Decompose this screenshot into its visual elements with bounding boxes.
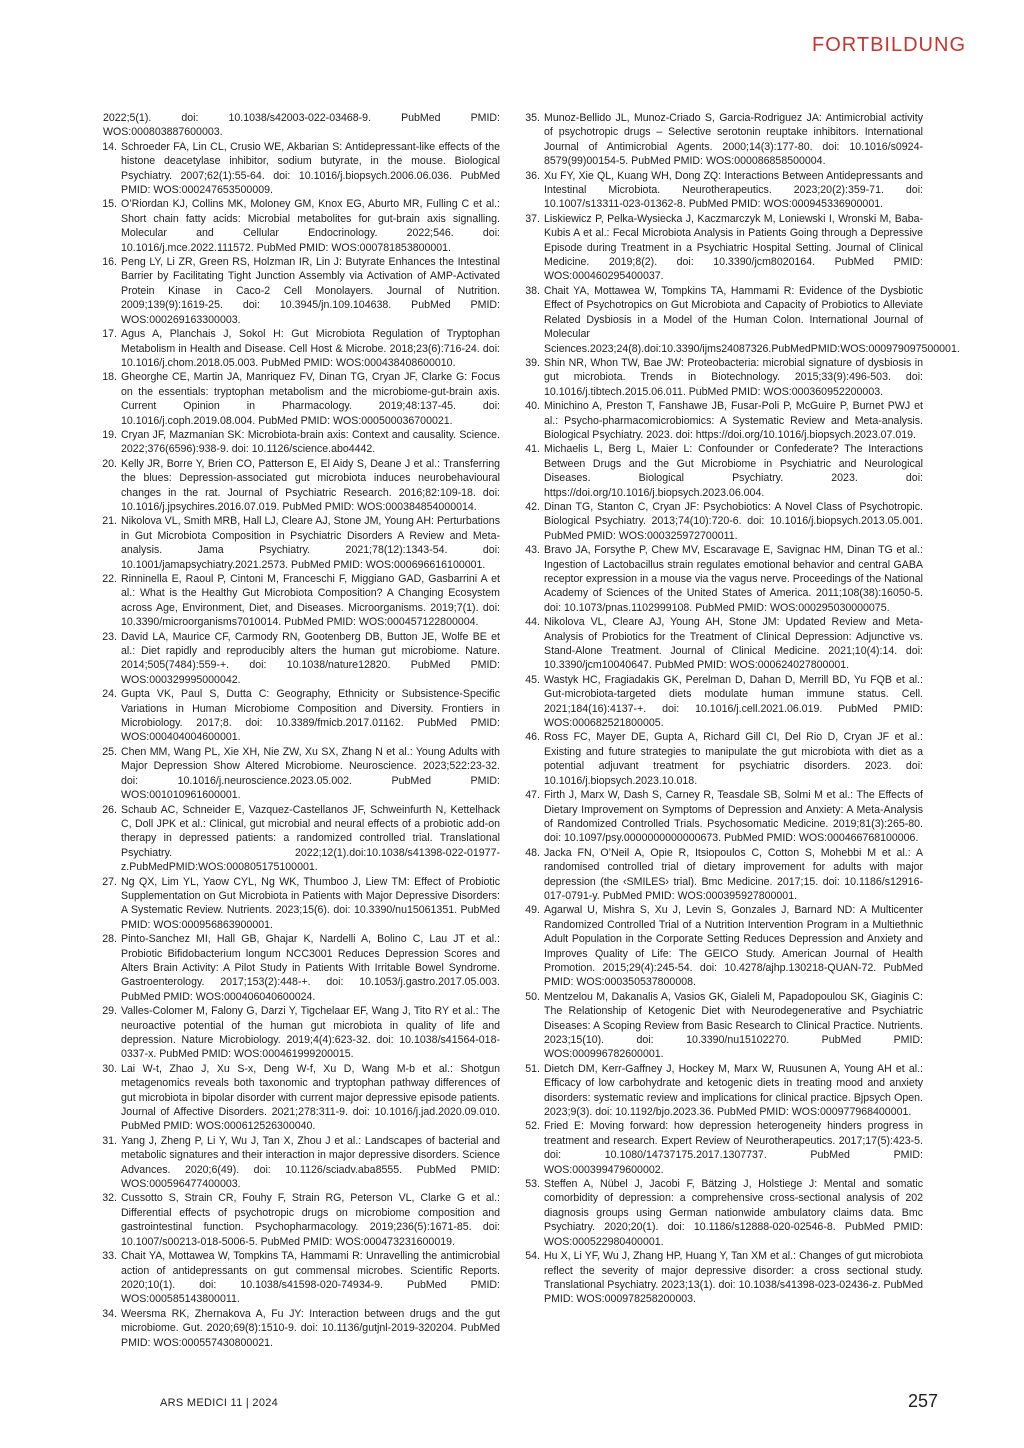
reference-number: 32.: [102, 1192, 117, 1205]
reference-number: 49.: [525, 904, 540, 917]
reference-number: 38.: [525, 284, 540, 297]
reference-number: 18.: [102, 371, 117, 384]
reference-text: Michaelis L, Berg L, Maier L: Confounder or Confederate? The Interactions Between Drugs and the Gut Microbiome in Psychiatric and Neurological Diseases. Biological Psychiatry. 2023. doi: https://doi.org/10.1016/j.biopsych.2023.06.004.: [544, 443, 923, 499]
reference-item: [103, 1307, 500, 1350]
reference-number: 30.: [102, 1062, 117, 1075]
reference-number: 35.: [525, 112, 540, 124]
reference-item: [526, 543, 923, 615]
reference-text: Cussotto S, Strain CR, Fouhy F, Strain RG, Peterson VL, Clarke G et al.: Differential effects of psychotropic drugs on microbiome composition and gastrointestinal function. Psychopharmacology. 2019;236(5):1671-85. doi: 10.1007/s00213-018-5006-5. PubMed PMID: WOS:000473231600019.: [121, 1192, 500, 1248]
reference-text: Mentzelou M, Dakanalis A, Vasios GK, Gialeli M, Papadopoulou SK, Giaginis C: The Relationship of Ketogenic Diet with Neurodegenerative and Psychiatric Diseases: A Scoping Review from Basic Research to Clinical Practice. Nutrients. 2023;15(10). doi: 10.3390/nu15102270. PubMed PMID: WOS:000996782600001.: [544, 990, 923, 1061]
reference-item: [526, 990, 923, 1062]
reference-number: 19.: [102, 428, 117, 441]
reference-item: [103, 428, 500, 457]
reference-text: Dietch DM, Kerr-Gaffney J, Hockey M, Marx W, Ruusunen A, Young AH et al.: Efficacy of low carbohydrate and ketogenic diets in treating mood and anxiety disorders: systematic review and implications for clinical practice. Bjpsych Open. 2023;9(3). doi: 10.1192/bjo.2023.36. PubMed PMID: WOS:000977968400001.: [544, 1062, 923, 1119]
reference-item: [526, 356, 923, 399]
reference-item: [103, 1004, 500, 1062]
reference-number: 51.: [525, 1062, 540, 1075]
reference-item: [526, 730, 923, 788]
reference-number: 39.: [525, 356, 540, 369]
reference-number: 53.: [525, 1178, 540, 1191]
reference-text: Minichino A, Preston T, Fanshawe JB, Fusar-Poli P, McGuire P, Burnet PWJ et al.: Psycho-pharmacomicrobiomics: A Systematic Review and Meta-analysis. Biological Psychiatry. 2023. doi: https://doi.org/10.1016/j.biopsych.2023.07.019.: [544, 400, 923, 441]
reference-text: Firth J, Marx W, Dash S, Carney R, Teasdale SB, Solmi M et al.: The Effects of Dietary Improvement on Symptoms of Depression and Anxiety: A Meta-Analysis of Randomized Controlled Trials. Psychosomatic Medicine. 2019;81(3):265-80. doi: 10.1097/psy.0000000000000673. PubMed PMID: WOS:000466768100006.: [544, 789, 923, 845]
reference-item: [526, 1062, 923, 1120]
reference-text: Agarwal U, Mishra S, Xu J, Levin S, Gonzales J, Barnard ND: A Multicenter Randomized Controlled Trial of a Nutrition Intervention Program in a Multiethnic Adult Population in the Corporate Setting Reduces Depression and Anxiety and Improves Quality of Life: The GEICO Study. American Journal of Health Promotion. 2015;29(4):245-54. doi: 10.4278/ajhp.130218-QUAN-72. PubMed PMID: WOS:000350537800008.: [544, 904, 923, 989]
reference-number: 21.: [102, 515, 117, 528]
reference-item: [525, 284, 960, 356]
reference-text: O’Riordan KJ, Collins MK, Moloney GM, Knox EG, Aburto MR, Fulling C et al.: Short chain fatty acids: Microbial metabolites for gut-brain axis signalling. Molecular and Cellular Endocrinology. 2022;546. doi: 10.1016/j.mce.2022.111572. PubMed PMID: WOS:000781853800001.: [121, 198, 500, 254]
reference-text: Schroeder FA, Lin CL, Crusio WE, Akbarian S: Antidepressant-like effects of the histone deacetylase inhibitor, sodium butyrate, in the mouse. Biological Psychiatry. 2007;62(1):55-64. doi: 10.1016/j.biopsych.2006.06.036. PubMed PMID: WOS:000247653500009.: [121, 140, 500, 197]
reference-text: Steffen A, Nübel J, Jacobi F, Bätzing J, Holstiege J: Mental and somatic comorbidity of depression: a comprehensive cross-sectional analysis of 202 diagnosis groups using German nationwide ambulatory claims data. Bmc Psychiatry. 2020;20(1). doi: 10.1186/s12888-020-02546-8. PubMed PMID: WOS:000522980400001.: [544, 1178, 923, 1248]
reference-item: [103, 932, 500, 1004]
reference-item: [103, 687, 500, 745]
reference-item: [103, 803, 500, 875]
reference-item: [526, 1119, 923, 1177]
reference-text: Rinninella E, Raoul P, Cintoni M, Franceschi F, Miggiano GAD, Gasbarrini A et al.: What is the Healthy Gut Microbiota Composition? A Changing Ecosystem across Age, Environment, Diet, and Diseases. Microorganisms. 2019;7(1). doi: 10.3390/microorganisms7010014. PubMed PMID: WOS:000457122800004.: [121, 573, 500, 629]
reference-text: Chait YA, Mottawea W, Tompkins TA, Hammami R: Evidence of the Dysbiotic Effect of Psychotropics on Gut Microbiota and Capacity of Probiotics to Alleviate Related Dysbiosis in a Model of the Human Colon. International Journal of Molecular Sciences.2023;24(8).doi:10.3390/ijms24087326.PubMedPMID:WOS:000979097500001.: [544, 284, 960, 355]
reference-item: [103, 111, 500, 140]
reference-number: 16.: [102, 256, 117, 269]
journal-issue: ARS MEDICI 11 | 2024: [160, 1397, 279, 1409]
reference-text: Wastyk HC, Fragiadakis GK, Perelman D, Dahan D, Merrill BD, Yu FQB et al.: Gut-microbiota-targeted diets modulate human immune status. Cell. 2021;184(16):4137-+. doi: 10.1016/j.cell.2021.06.019. PubMed PMID: WOS:000682521800005.: [544, 673, 923, 730]
reference-item: [526, 1249, 923, 1307]
page-number: 257: [907, 1391, 938, 1411]
reference-number: 50.: [525, 990, 540, 1003]
reference-item: [103, 875, 500, 933]
reference-text: Yang J, Zheng P, Li Y, Wu J, Tan X, Zhou J et al.: Landscapes of bacterial and metabolic signatures and their interaction in major depressive disorders. Science Advances. 2020;6(49). doi: 10.1126/sciadv.aba8555. PubMed PMID: WOS:000596477400003.: [121, 1134, 500, 1191]
reference-item: [103, 457, 500, 515]
reference-item: [526, 399, 923, 442]
reference-item: [103, 572, 500, 630]
reference-text: Hu X, Li YF, Wu J, Zhang HP, Huang Y, Tan XM et al.: Changes of gut microbiota reflect the severity of major depressive disorder: a cross sectional study. Translational Psychiatry. 2023;13(1). doi: 10.1038/s41398-023-02436-z. PubMed PMID: WOS:000978258200003.: [544, 1250, 923, 1306]
reference-item: [526, 442, 923, 500]
reference-number: 52.: [525, 1120, 540, 1133]
reference-text: Peng LY, Li ZR, Green RS, Holzman IR, Lin J: Butyrate Enhances the Intestinal Barrier by Facilitating Tight Junction Assembly via Activation of AMP-Activated Protein Kinase in Caco-2 Cell Monolayers. Journal of Nutrition. 2009;139(9):1619-25. doi: 10.3945/jn.109.104638. PubMed PMID: WOS:000269163300003.: [121, 256, 500, 326]
reference-text: Liskiewicz P, Pelka-Wysiecka J, Kaczmarczyk M, Loniewski I, Wronski M, Baba-Kubis A et al.: Fecal Microbiota Analysis in Patients Going through a Depressive Episode during Treatment in a Psychiatric Hospital Setting. Journal of Clinical Medicine. 2019;8(2). doi: 10.3390/jcm8020164. PubMed PMID: WOS:000460295400037.: [544, 212, 923, 283]
reference-text: Valles-Colomer M, Falony G, Darzi Y, Tigchelaar EF, Wang J, Tito RY et al.: The neuroactive potential of the human gut microbiota in quality of life and depression. Nature Microbiology. 2019;4(4):623-32. doi: 10.1038/s41564-018-0337-x. PubMed PMID: WOS:000461999200015.: [121, 1005, 500, 1061]
reference-number: 15.: [102, 198, 117, 211]
reference-number: 34.: [102, 1307, 117, 1320]
reference-item: [103, 630, 500, 688]
reference-item: [526, 673, 923, 731]
reference-item: [103, 1249, 500, 1307]
reference-number: 36.: [525, 169, 540, 182]
reference-number: 26.: [102, 803, 117, 816]
reference-text: Gupta VK, Paul S, Dutta C: Geography, Ethnicity or Subsistence-Specific Variations in Human Microbiome Composition and Diversity. Frontiers in Microbiology. 2017;8. doi: 10.3389/fmicb.2017.01162. PubMed PMID: WOS:000404004600001.: [121, 688, 500, 744]
reference-number: 46.: [525, 731, 540, 744]
reference-item: [526, 903, 923, 989]
reference-text: Munoz-Bellido JL, Munoz-Criado S, Garcia-Rodriguez JA: Antimicrobial activity of psychotropic drugs – Selective serotonin reuptake inhibitors. International Journal of Antimicrobial Agents. 2000;14(3):177-80. doi: 10.1016/s0924-8579(99)00154-5. PubMed PMID: WOS:000086858500004.: [544, 112, 923, 168]
reference-item: [526, 169, 923, 212]
reference-text: Chait YA, Mottawea W, Tompkins TA, Hammami R: Unravelling the antimicrobial action of antidepressants on gut commensal microbes. Scientific Reports. 2020;10(1). doi: 10.1038/s41598-020-74934-9. PubMed PMID: WOS:000585143800011.: [121, 1250, 500, 1306]
reference-item: [526, 500, 923, 543]
reference-number: 37.: [525, 212, 540, 225]
reference-text: Lai W-t, Zhao J, Xu S-x, Deng W-f, Xu D, Wang M-b et al.: Shotgun metagenomics reveals both taxonomic and tryptophan pathway differences of gut microbiota in bipolar disorder with current major depressive episode patients. Journal of Affective Disorders. 2021;278:311-9. doi: 10.1016/j.jad.2020.09.010. PubMed PMID: WOS:000612526300040.: [121, 1062, 500, 1133]
reference-text: Weersma RK, Zhernakova A, Fu JY: Interaction between drugs and the gut microbiome. Gut. 2020;69(8):1510-9. doi: 10.1136/gutjnl-2019-320204. PubMed PMID: WOS:000557430800021.: [121, 1307, 500, 1349]
reference-number: 47.: [525, 789, 540, 802]
reference-number: 28.: [102, 933, 117, 946]
reference-text: Nikolova VL, Cleare AJ, Young AH, Stone JM: Updated Review and Meta-Analysis of Probiotics for the Treatment of Clinical Depression: Adjunctive vs. Stand-Alone Treatment. Journal of Clinical Medicine. 2021;10(4):14. doi: 10.3390/jcm10040647. PubMed PMID: WOS:000624027800001.: [544, 616, 923, 672]
reference-text: Ng QX, Lim YL, Yaow CYL, Ng WK, Thumboo J, Liew TM: Effect of Probiotic Supplementation on Gut Microbiota in Patients with Major Depressive Disorders: A Systematic Review. Nutrients. 2023;15(6). doi: 10.3390/nu15061351. PubMed PMID: WOS:000956863900001.: [121, 875, 500, 931]
reference-item: [103, 1062, 500, 1134]
reference-text: Bravo JA, Forsythe P, Chew MV, Escaravage E, Savignac HM, Dinan TG et al.: Ingestion of Lactobacillus strain regulates emotional behavior and central GABA receptor expression in a mouse via the vagus nerve. Proceedings of the National Academy of Sciences of the United States of America. 2011;108(38):16050-5. doi: 10.1073/pnas.1102999108. PubMed PMID: WOS:000295030000075.: [544, 544, 923, 614]
reference-number: 25.: [102, 745, 117, 758]
reference-number: 48.: [525, 846, 540, 859]
reference-text: Schaub AC, Schneider E, Vazquez-Castellanos JF, Schweinfurth N, Kettelhack C, Doll JPK et al.: Clinical, gut microbial and neural effects of a probiotic add-on therapy in depressed patients: a randomized controlled trial. Translational Psychiatry. 2022;12(1).doi:10.1038/s41398-022-01977-z.PubMedPMID:WOS:000805175100001.: [121, 803, 500, 874]
reference-text: David LA, Maurice CF, Carmody RN, Gootenberg DB, Button JE, Wolfe BE et al.: Diet rapidly and reproducibly alters the human gut microbiome. Nature. 2014;505(7484):559-+. doi: 10.1038/nature12820. PubMed PMID: WOS:000329995000042.: [121, 630, 500, 686]
reference-text: Shin NR, Whon TW, Bae JW: Proteobacteria: microbial signature of dysbiosis in gut microbiota. Trends in Biotechnology. 2015;33(9):496-503. doi: 10.1016/j.tibtech.2015.06.011. PubMed PMID: WOS:000360952200003.: [544, 356, 923, 398]
reference-number: 54.: [525, 1250, 540, 1263]
reference-number: 40.: [525, 400, 540, 413]
reference-item: [526, 212, 923, 284]
reference-number: 33.: [102, 1250, 117, 1263]
reference-number: 29.: [102, 1005, 117, 1018]
reference-item: [103, 370, 500, 428]
reference-item: [526, 1177, 923, 1249]
reference-item: [103, 197, 500, 255]
reference-text: Jacka FN, O’Neil A, Opie R, Itsiopoulos C, Cotton S, Mohebbi M et al.: A randomised controlled trial of dietary improvement for adults with major depression (the ‹SMILES› trial). Bmc Medicine. 2017;15. doi: 10.1186/s12916-017-0791-y. PubMed PMID: WOS:000395927800001.: [544, 846, 923, 902]
reference-text: Cryan JF, Mazmanian SK: Microbiota-brain axis: Context and causality. Science. 2022;376(6596):938-9. doi: 10.1126/science.abo4442.: [121, 428, 500, 456]
reference-text: Chen MM, Wang PL, Xie XH, Nie ZW, Xu SX, Zhang N et al.: Young Adults with Major Depression Show Altered Microbiome. Neuroscience. 2023;522:23-32. doi: 10.1016/j.neuroscience.2023.05.002. PubMed PMID: WOS:001010961600001.: [121, 745, 500, 802]
reference-text: 2022;5(1). doi: 10.1038/s42003-022-03468-9. PubMed PMID: WOS:000803887600003.: [103, 112, 500, 139]
reference-text: Dinan TG, Stanton C, Cryan JF: Psychobiotics: A Novel Class of Psychotropic. Biological Psychiatry. 2013;74(10):720-6. doi: 10.1016/j.biopsych.2013.05.001. PubMed PMID: WOS:000325972700011.: [544, 500, 923, 542]
references-left-column: [103, 111, 500, 1350]
reference-number: 45.: [525, 673, 540, 686]
section-header: FORTBILDUNG: [812, 34, 966, 56]
reference-number: 27.: [102, 875, 117, 888]
reference-number: 23.: [102, 630, 117, 643]
reference-item: [103, 1134, 500, 1192]
reference-number: 41.: [525, 443, 540, 456]
reference-number: 44.: [525, 616, 540, 629]
reference-number: 14.: [102, 140, 117, 153]
reference-number: 42.: [525, 500, 540, 513]
reference-item: [103, 255, 500, 327]
reference-text: Nikolova VL, Smith MRB, Hall LJ, Cleare AJ, Stone JM, Young AH: Perturbations in Gut Microbiota Composition in Psychiatric Disorders A Review and Meta-analysis. Jama Psychiatry. 2021;78(12):1343-54. doi: 10.1001/jamapsychiatry.2021.2573. PubMed PMID: WOS:000696616100001.: [121, 515, 500, 571]
reference-text: Agus A, Planchais J, Sokol H: Gut Microbiota Regulation of Tryptophan Metabolism in Health and Disease. Cell Host & Microbe. 2018;23(6):716-24. doi: 10.1016/j.chom.2018.05.003. PubMed PMID: WOS:000438408600010.: [121, 328, 500, 369]
reference-number: 24.: [102, 688, 117, 701]
reference-item: [103, 745, 500, 803]
reference-item: [103, 140, 500, 198]
reference-number: 31.: [102, 1134, 117, 1147]
reference-number: 43.: [525, 544, 540, 557]
reference-text: Xu FY, Xie QL, Kuang WH, Dong ZQ: Interactions Between Antidepressants and Intestinal Microbiota. Neurotherapeutics. 2023;20(2):359-71. doi: 10.1007/s13311-023-01362-8. PubMed PMID: WOS:000945336900001.: [544, 169, 923, 211]
reference-text: Kelly JR, Borre Y, Brien CO, Patterson E, El Aidy S, Deane J et al.: Transferring the blues: Depression-associated gut microbiota induces neurobehavioural changes in the rat. Journal of Psychiatric Research. 2016;82:109-18. doi: 10.1016/j.jpsychires.2016.07.019. PubMed PMID: WOS:000384854000014.: [121, 457, 500, 513]
references-right-column: [525, 111, 960, 1307]
reference-text: Fried E: Moving forward: how depression heterogeneity hinders progress in treatment and research. Expert Review of Neurotherapeutics. 2017;17(5):423-5. doi: 10.1080/14737175.2017.1307737. PubMed PMID: WOS:000399479600002.: [544, 1120, 923, 1176]
reference-number: 20.: [102, 457, 117, 470]
reference-item: [526, 788, 923, 846]
reference-item: [103, 514, 500, 572]
reference-number: 17.: [102, 328, 117, 341]
reference-item: [526, 846, 923, 904]
reference-text: Ross FC, Mayer DE, Gupta A, Richard Gill CI, Del Rio D, Cryan JF et al.: Existing and future strategies to manipulate the gut microbiota with diet as a potential adjuvant treatment for psychiatric disorders. 2023. doi: 10.1016/j.biopsych.2023.10.018.: [544, 731, 923, 787]
reference-item: [526, 615, 923, 673]
reference-text: Gheorghe CE, Martin JA, Manriquez FV, Dinan TG, Cryan JF, Clarke G: Focus on the essentials: tryptophan metabolism and the microbiome-gut-brain axis. Current Opinion in Pharmacology. 2019;48:137-45. doi: 10.1016/j.coph.2019.08.004. PubMed PMID: WOS:000500036700021.: [121, 371, 500, 427]
reference-item: [103, 1191, 500, 1249]
reference-number: 22.: [102, 573, 117, 585]
reference-text: Pinto-Sanchez MI, Hall GB, Ghajar K, Nardelli A, Bolino C, Lau JT et al.: Probiotic Bifidobacterium longum NCC3001 Reduces Depression Scores and Alters Brain Activity: A Pilot Study in Patients With Irritable Bowel Syndrome. Gastroenterology. 2017;153(2):448-+. doi: 10.1053/j.gastro.2017.05.003. PubMed PMID: WOS:000406040600024.: [121, 933, 500, 1003]
reference-item: [526, 111, 923, 169]
reference-item: [103, 327, 500, 370]
